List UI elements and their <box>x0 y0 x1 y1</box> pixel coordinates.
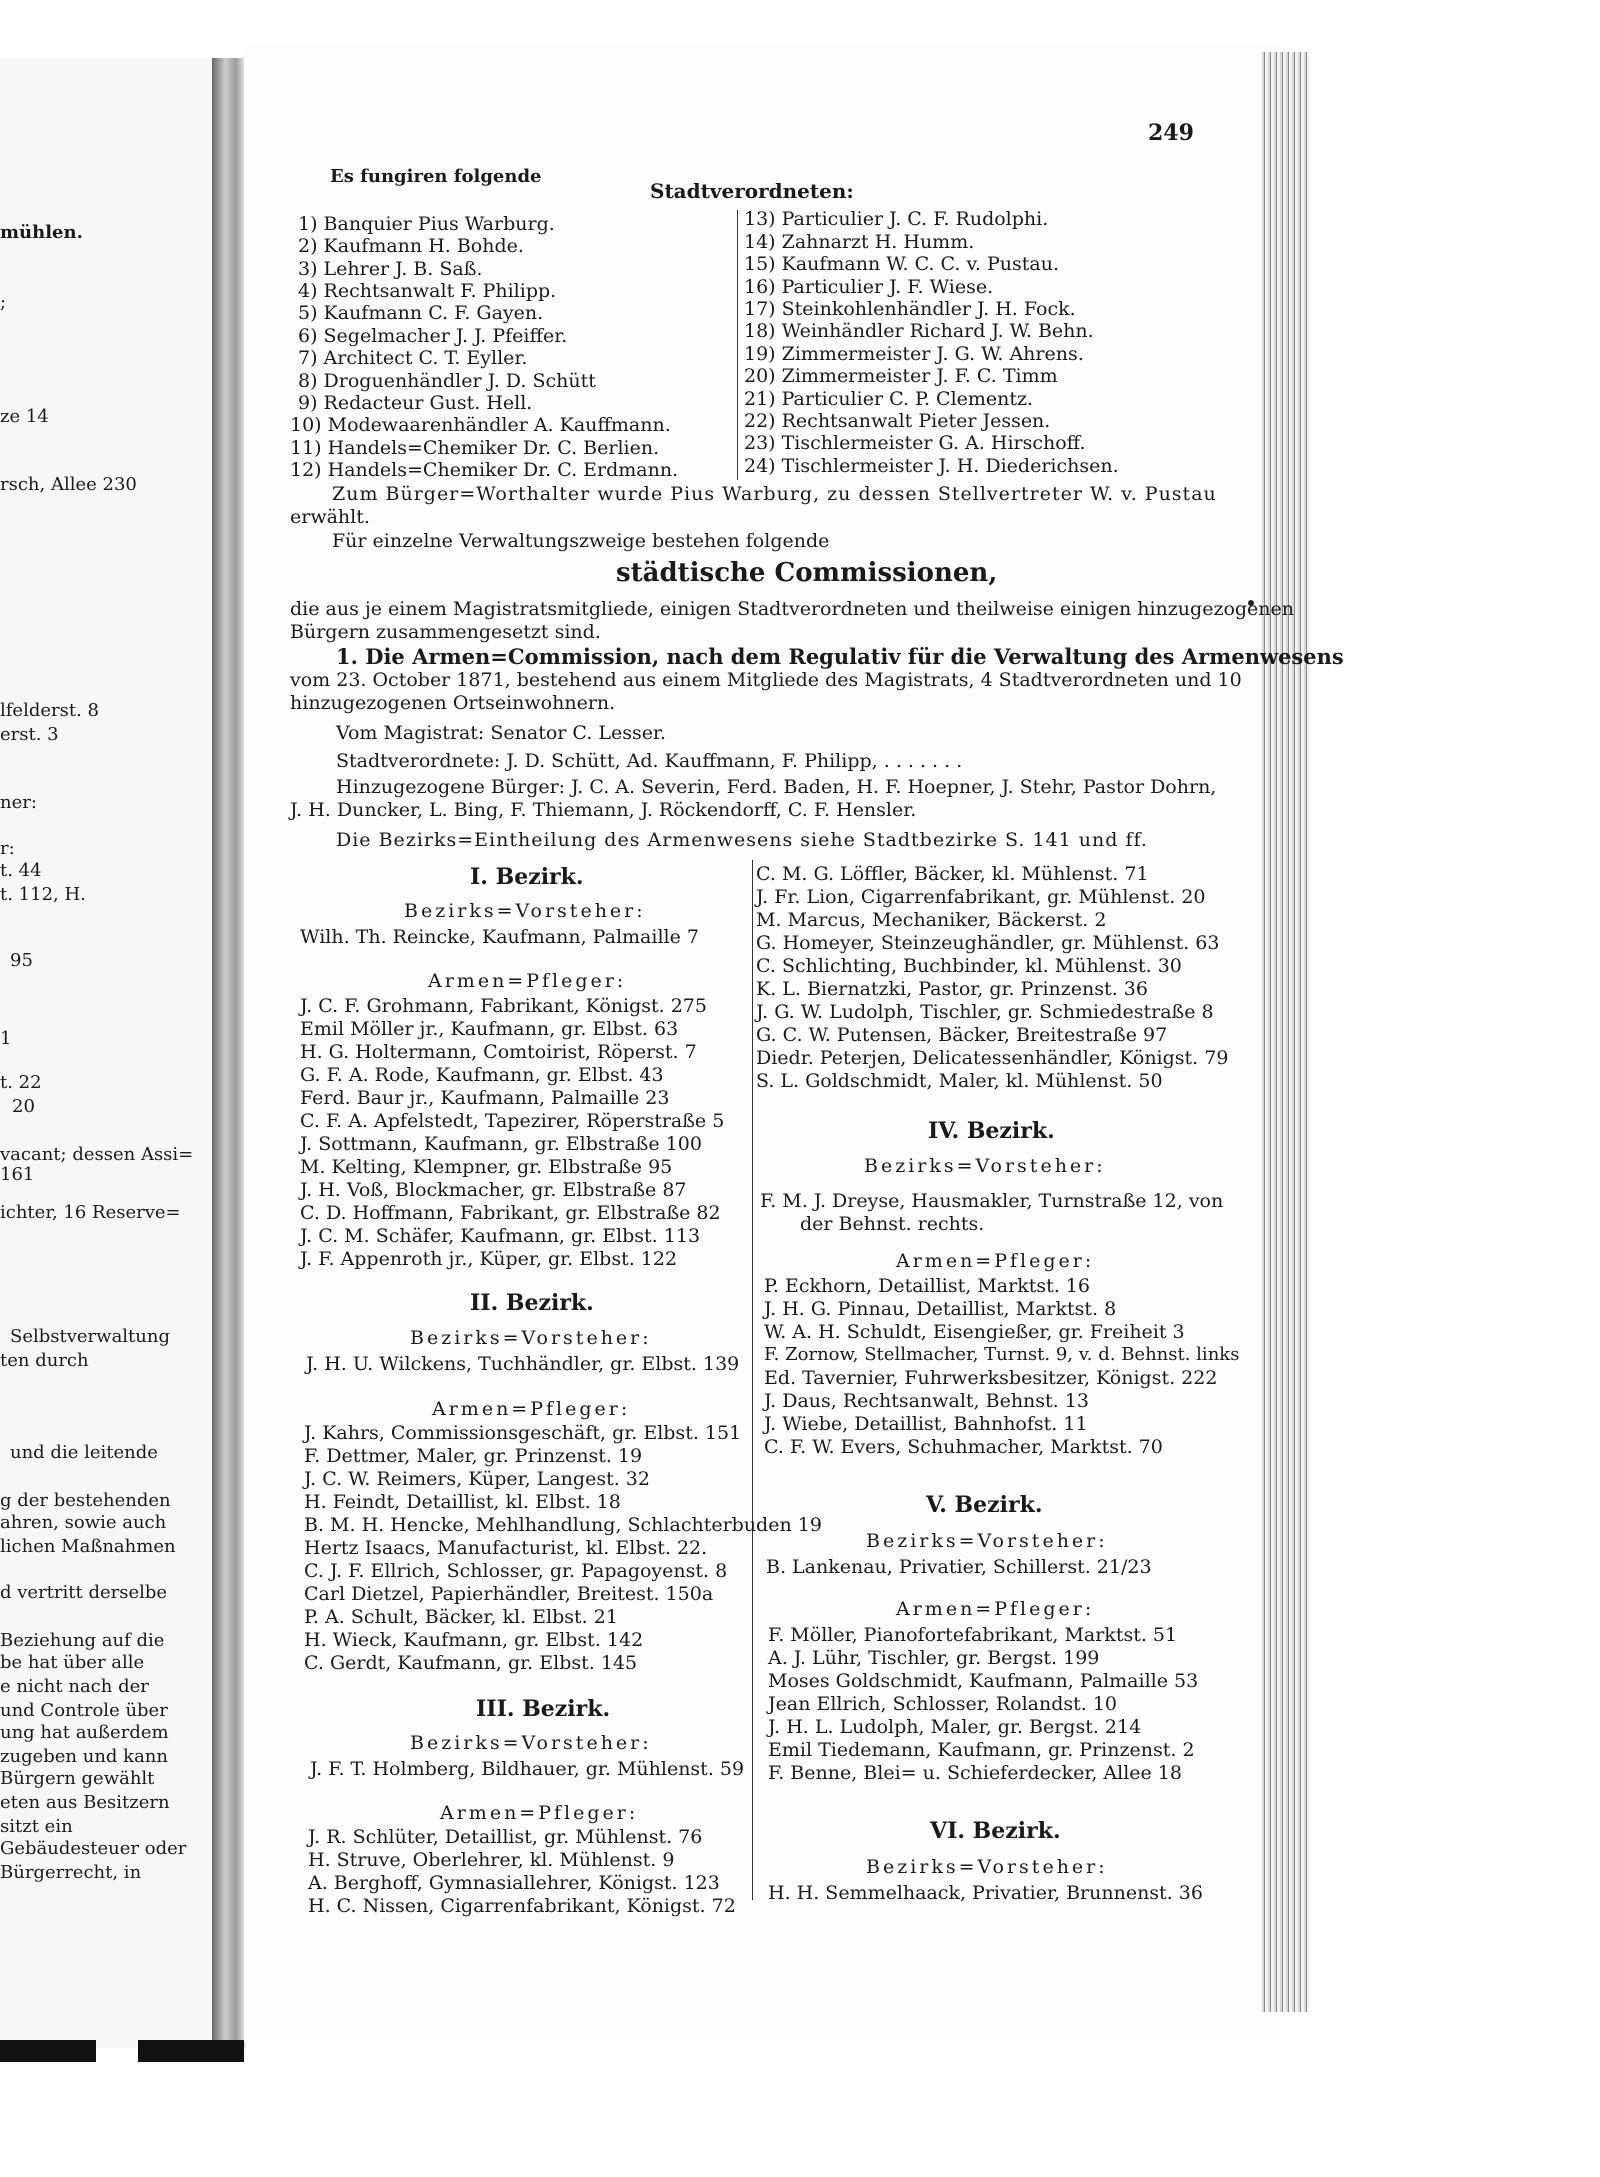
bezirk4-vorsteher: F. M. J. Dreyse, Hausmakler, Turnstraße 12, von <box>760 1190 1224 1212</box>
bezirk1-vorsteher: Wilh. Th. Reincke, Kaufmann, Palmaille 7 <box>300 926 699 948</box>
list-item: 12) Handels=Chemiker Dr. C. Erdmann. <box>290 459 679 481</box>
list-item: J. C. M. Schäfer, Kaufmann, gr. Elbst. 113 <box>300 1225 701 1247</box>
bezirk2-vorsteher-label: Bezirks=Vorsteher: <box>410 1327 652 1349</box>
list-item: Moses Goldschmidt, Kaufmann, Palmaille 53 <box>768 1670 1199 1692</box>
list-item: C. Gerdt, Kaufmann, gr. Elbst. 145 <box>304 1652 638 1674</box>
bezirk1-title: I. Bezirk. <box>470 864 584 890</box>
bezirk4-pfleger-label: Armen=Pfleger: <box>896 1250 1095 1272</box>
buerger-line: Hinzugezogene Bürger: J. C. A. Severin, Ferd. Baden, H. F. Hoepner, J. Stehr, Pastor Dohrn, <box>336 776 1217 798</box>
commissions-desc-cont: Bürgern zusammengesetzt sind. <box>290 621 601 643</box>
list-item: 17) Steinkohlenhändler J. H. Fock. <box>744 298 1076 320</box>
list-item: F. Zornow, Stellmacher, Turnst. 9, v. d. Behnst. links <box>764 1344 1240 1365</box>
stadtverordnete-line: Stadtverordnete: J. D. Schütt, Ad. Kauffmann, F. Philipp, . . . . . . . <box>336 750 963 772</box>
bezirk6-title: VI. Bezirk. <box>930 1818 1061 1844</box>
list-item: H. C. Nissen, Cigarrenfabrikant, Königst. 72 <box>308 1895 736 1917</box>
intro-text: Es fungiren folgende <box>330 166 542 187</box>
fragment: und die leitende <box>10 1442 158 1463</box>
fragment: 20 <box>12 1096 35 1117</box>
councillors-heading: Stadtverordneten: <box>650 179 854 203</box>
scan-margin <box>0 2048 1600 2177</box>
list-item: 4) Rechtsanwalt F. Philipp. <box>298 280 557 302</box>
bezirk1-vorsteher-label: Bezirks=Vorsteher: <box>404 900 646 922</box>
commissions-heading: städtische Commissionen, <box>616 558 998 588</box>
list-item: Hertz Isaacs, Manufacturist, kl. Elbst. 22. <box>304 1537 708 1559</box>
list-item: C. F. A. Apfelstedt, Tapezirer, Röperstraße 5 <box>300 1110 725 1132</box>
list-item: Diedr. Peterjen, Delicatessenhändler, Königst. 79 <box>756 1047 1229 1069</box>
list-item: C. J. F. Ellrich, Schlosser, gr. Papagoyenst. 8 <box>304 1560 728 1582</box>
bezirk2-title: II. Bezirk. <box>470 1290 594 1316</box>
fragment: und Controle über <box>0 1700 168 1721</box>
list-item: J. Kahrs, Commissionsgeschäft, gr. Elbst. 151 <box>304 1422 742 1444</box>
speaker-line: Zum Bürger=Worthalter wurde Pius Warburg, zu dessen Stellvertreter W. v. Pustau <box>332 483 1217 505</box>
list-item: K. L. Biernatzki, Pastor, gr. Prinzenst. 36 <box>756 978 1148 1000</box>
list-item: 9) Redacteur Gust. Hell. <box>298 392 533 414</box>
fragment: ner: <box>0 792 37 813</box>
fragment: vacant; dessen Assi= <box>0 1144 194 1165</box>
list-item: 24) Tischlermeister J. H. Diederichsen. <box>744 455 1119 477</box>
list-item: A. J. Lühr, Tischler, gr. Bergst. 199 <box>768 1647 1100 1669</box>
list-item: Carl Dietzel, Papierhändler, Breitest. 150a <box>304 1583 714 1605</box>
armen-commission-line <box>336 646 1344 669</box>
fragment: be hat über alle <box>0 1652 145 1673</box>
bezirk5-vorsteher: B. Lankenau, Privatier, Schillerst. 21/23 <box>766 1556 1152 1578</box>
list-item: F. Benne, Blei= u. Schieferdecker, Allee 18 <box>768 1762 1182 1784</box>
list-item: J. H. L. Ludolph, Maler, gr. Bergst. 214 <box>768 1716 1142 1738</box>
fragment: g der bestehenden <box>0 1490 171 1511</box>
fragment: Bürgerrecht, in <box>0 1862 142 1883</box>
list-item: J. Fr. Lion, Cigarrenfabrikant, gr. Mühlenst. 20 <box>756 886 1206 908</box>
list-item: C. F. W. Evers, Schuhmacher, Marktst. 70 <box>764 1436 1163 1458</box>
bezirk6-vorsteher: H. H. Semmelhaack, Privatier, Brunnenst. 36 <box>768 1882 1203 1904</box>
list-item: 18) Weinhändler Richard J. W. Behn. <box>744 320 1094 342</box>
list-item: M. Marcus, Mechaniker, Bäckerst. 2 <box>756 909 1107 931</box>
list-item: Ferd. Baur jr., Kaufmann, Palmaille 23 <box>300 1087 670 1109</box>
list-item: 15) Kaufmann W. C. C. v. Pustau. <box>744 253 1060 275</box>
fragment: ze 14 <box>0 406 49 427</box>
list-item: 14) Zahnarzt H. Humm. <box>744 231 975 253</box>
fragment: 161 <box>0 1164 35 1185</box>
list-item: P. Eckhorn, Detaillist, Marktst. 16 <box>764 1275 1090 1297</box>
list-item: 3) Lehrer J. B. Saß. <box>298 258 483 280</box>
bezirk2-pfleger-label: Armen=Pfleger: <box>432 1398 631 1420</box>
fragment: Bürgern gewählt <box>0 1768 155 1789</box>
bezirk-note: Die Bezirks=Eintheilung des Armenwesens siehe Stadtbezirke S. 141 und ff. <box>336 829 1148 851</box>
list-item: J. C. F. Grohmann, Fabrikant, Königst. 275 <box>300 995 707 1017</box>
fragment: ten durch <box>0 1350 89 1371</box>
fragment: eten aus Besitzern <box>0 1792 170 1813</box>
fragment: 95 <box>10 950 33 971</box>
list-item: 21) Particulier C. P. Clementz. <box>744 388 1034 410</box>
list-item: G. C. W. Putensen, Bäcker, Breitestraße 97 <box>756 1024 1168 1046</box>
fragment: Gebäudesteuer oder <box>0 1838 187 1859</box>
list-item: F. Dettmer, Maler, gr. Prinzenst. 19 <box>304 1445 643 1467</box>
list-item: J. H. G. Pinnau, Detaillist, Marktst. 8 <box>764 1298 1117 1320</box>
armen-commission-line-2: vom 23. October 1871, bestehend aus einem Mitgliede des Magistrats, 4 Stadtverordneten und 10 <box>290 669 1242 691</box>
bezirk1-pfleger-label: Armen=Pfleger: <box>428 970 627 992</box>
column-rule <box>737 210 738 480</box>
fragment: lichen Maßnahmen <box>0 1536 176 1557</box>
fragment: zugeben und kann <box>0 1746 168 1767</box>
list-item: J. Wiebe, Detaillist, Bahnhofst. 11 <box>764 1413 1088 1435</box>
fragment: t. 112, H. <box>0 884 86 905</box>
list-item: J. H. Voß, Blockmacher, gr. Elbstraße 87 <box>300 1179 687 1201</box>
fragment: rsch, Allee 230 <box>0 474 137 495</box>
bezirk4-vorsteher-label: Bezirks=Vorsteher: <box>864 1155 1106 1177</box>
list-item: Ed. Tavernier, Fuhrwerksbesitzer, Königst. 222 <box>764 1367 1218 1389</box>
list-item: G. Homeyer, Steinzeughändler, gr. Mühlenst. 63 <box>756 932 1220 954</box>
bezirk4-title: IV. Bezirk. <box>928 1118 1055 1144</box>
fragment: ; <box>0 292 7 313</box>
list-item: S. L. Goldschmidt, Maler, kl. Mühlenst. 50 <box>756 1070 1163 1092</box>
fragment: t. 22 <box>0 1072 42 1093</box>
list-item: 22) Rechtsanwalt Pieter Jessen. <box>744 410 1051 432</box>
bezirk3-vorsteher-label: Bezirks=Vorsteher: <box>410 1732 652 1754</box>
fragment: e nicht nach der <box>0 1676 149 1697</box>
list-item: W. A. H. Schuldt, Eisengießer, gr. Freiheit 3 <box>764 1321 1185 1343</box>
list-item: 19) Zimmermeister J. G. W. Ahrens. <box>744 343 1084 365</box>
fragment: ichter, 16 Reserve= <box>0 1202 181 1223</box>
fragment: t. 44 <box>0 860 42 881</box>
fragment: 1 <box>0 1028 12 1049</box>
list-item: M. Kelting, Klempner, gr. Elbstraße 95 <box>300 1156 673 1178</box>
magistrat-line: Vom Magistrat: Senator C. Lesser. <box>336 722 666 744</box>
list-item: 1) Banquier Pius Warburg. <box>298 213 555 235</box>
list-item: A. Berghoff, Gymnasiallehrer, Königst. 123 <box>308 1872 720 1894</box>
list-item: C. Schlichting, Buchbinder, kl. Mühlenst. 30 <box>756 955 1182 977</box>
list-item: B. M. H. Hencke, Mehlhandlung, Schlachterbuden 19 <box>304 1514 822 1536</box>
list-item: 23) Tischlermeister G. A. Hirschoff. <box>744 432 1086 454</box>
bezirk4-vorsteher-cont: der Behnst. rechts. <box>800 1213 985 1235</box>
scan-bar-left <box>0 2040 96 2062</box>
bezirk5-vorsteher-label: Bezirks=Vorsteher: <box>866 1530 1108 1552</box>
fragment: Beziehung auf die <box>0 1630 165 1651</box>
list-item: 11) Handels=Chemiker Dr. C. Berlien. <box>290 437 660 459</box>
list-item: C. D. Hoffmann, Fabrikant, gr. Elbstraße 82 <box>300 1202 721 1224</box>
fragment: mühlen. <box>0 222 83 243</box>
list-item: F. Möller, Pianofortefabrikant, Marktst. 51 <box>768 1624 1178 1646</box>
list-item: 8) Droguenhändler J. D. Schütt <box>298 370 596 392</box>
list-item: J. R. Schlüter, Detaillist, gr. Mühlenst. 76 <box>308 1826 703 1848</box>
fragment: lfelderst. 8 <box>0 700 99 721</box>
list-item: 13) Particulier J. C. F. Rudolphi. <box>744 208 1049 230</box>
page-number: 249 <box>1148 120 1194 146</box>
column-divider <box>752 860 753 1900</box>
fragment: Selbstverwaltung <box>10 1326 170 1347</box>
bezirk5-pfleger-label: Armen=Pfleger: <box>896 1598 1095 1620</box>
list-item: Emil Möller jr., Kaufmann, gr. Elbst. 63 <box>300 1018 679 1040</box>
list-item: H. Wieck, Kaufmann, gr. Elbst. 142 <box>304 1629 644 1651</box>
list-item: Emil Tiedemann, Kaufmann, gr. Prinzenst. 2 <box>768 1739 1195 1761</box>
list-item: 7) Architect C. T. Eyller. <box>298 347 528 369</box>
fragment: d vertritt derselbe <box>0 1582 168 1603</box>
list-item: P. A. Schult, Bäcker, kl. Elbst. 21 <box>304 1606 618 1628</box>
bezirk6-vorsteher-label: Bezirks=Vorsteher: <box>866 1856 1108 1878</box>
bezirk2-vorsteher: J. H. U. Wilckens, Tuchhändler, gr. Elbst. 139 <box>306 1353 740 1375</box>
list-item: H. Struve, Oberlehrer, kl. Mühlenst. 9 <box>308 1849 675 1871</box>
fragment: ung hat außerdem <box>0 1722 169 1743</box>
list-item: H. G. Holtermann, Comtoirist, Röperst. 7 <box>300 1041 697 1063</box>
bezirk5-title: V. Bezirk. <box>926 1492 1043 1518</box>
list-item: C. M. G. Löffler, Bäcker, kl. Mühlenst. 71 <box>756 863 1149 885</box>
speaker-line-cont: erwählt. <box>290 506 370 528</box>
list-item: H. Feindt, Detaillist, kl. Elbst. 18 <box>304 1491 621 1513</box>
list-item: 10) Modewaarenhändler A. Kauffmann. <box>290 414 671 436</box>
book-gutter <box>212 58 246 2048</box>
list-item: J. Daus, Rechtsanwalt, Behnst. 13 <box>764 1390 1089 1412</box>
bezirk3-vorsteher: J. F. T. Holmberg, Bildhauer, gr. Mühlenst. 59 <box>310 1758 745 1780</box>
scan-bar-right <box>138 2040 244 2062</box>
fragment: sitzt ein <box>0 1816 73 1837</box>
admin-line: Für einzelne Verwaltungszweige bestehen folgende <box>332 530 830 552</box>
list-item: J. C. W. Reimers, Küper, Langest. 32 <box>304 1468 650 1490</box>
buerger-line-cont: J. H. Duncker, L. Bing, F. Thiemann, J. Röckendorff, C. F. Hensler. <box>290 799 917 821</box>
armen-commission-line-3: hinzugezogenen Ortseinwohnern. <box>290 692 616 714</box>
list-item: 2) Kaufmann H. Bohde. <box>298 235 524 257</box>
list-item: Jean Ellrich, Schlosser, Rolandst. 10 <box>768 1693 1118 1715</box>
bezirk3-pfleger-label: Armen=Pfleger: <box>440 1802 639 1824</box>
list-item: J. Sottmann, Kaufmann, gr. Elbstraße 100 <box>300 1133 702 1155</box>
list-item: J. F. Appenroth jr., Küper, gr. Elbst. 122 <box>300 1248 678 1270</box>
page-edges <box>1262 52 1310 2012</box>
armen-commission-text: 1. Die Armen=Commission, nach dem Regulativ für die Verwaltung des Armenwesens <box>336 644 1344 669</box>
commissions-desc: die aus je einem Magistratsmitgliede, einigen Stadtverordneten und theilweise einigen hinzugezogenen <box>290 598 1295 620</box>
fragment: erst. 3 <box>0 724 59 745</box>
fragment: ahren, sowie auch <box>0 1512 167 1533</box>
bezirk3-title: III. Bezirk. <box>476 1696 611 1722</box>
list-item: 5) Kaufmann C. F. Gayen. <box>298 302 544 324</box>
list-item: J. G. W. Ludolph, Tischler, gr. Schmiedestraße 8 <box>756 1001 1214 1023</box>
fragment: r: <box>0 838 15 859</box>
list-item: G. F. A. Rode, Kaufmann, gr. Elbst. 43 <box>300 1064 664 1086</box>
list-item: 16) Particulier J. F. Wiese. <box>744 276 994 298</box>
list-item: 20) Zimmermeister J. F. C. Timm <box>744 365 1058 387</box>
list-item: 6) Segelmacher J. J. Pfeiffer. <box>298 325 568 347</box>
